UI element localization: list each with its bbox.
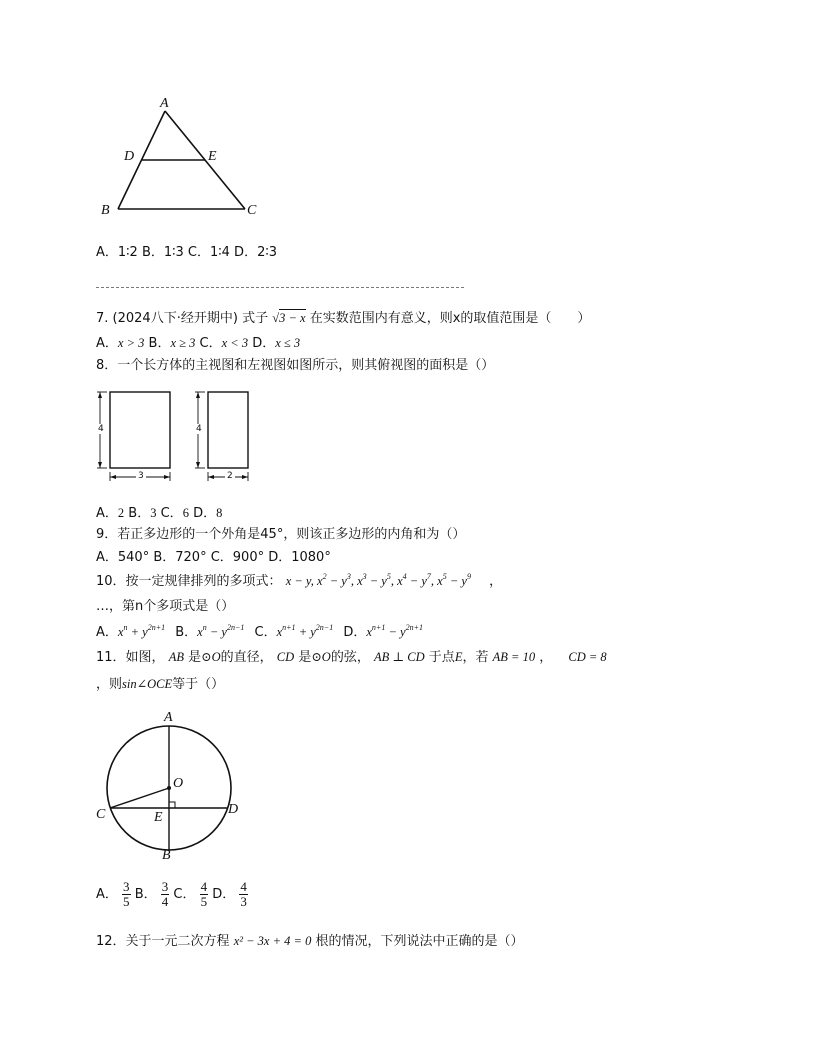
q7-options: A．x > 3 B．x ≥ 3 C．x < 3 D．x ≤ 3 bbox=[96, 336, 301, 351]
q11-option-d: $\frac{4}{3}$ bbox=[240, 879, 247, 909]
q7-option-c: x < 3 bbox=[221, 336, 249, 350]
q7-option-d: x ≤ 3 bbox=[275, 336, 301, 350]
circle-label-a: A bbox=[164, 710, 173, 725]
triangle-figure bbox=[95, 92, 270, 224]
q10-option-a: $x^n + y^{2n+1}$ bbox=[117, 623, 166, 639]
circle-label-c: C bbox=[96, 807, 106, 822]
q10-option-d: $x^{n+1} - y^{2n+1}$ bbox=[366, 623, 423, 639]
q10-sequence: x − y, $x^2 - y^3$, $x^3 - y^5$, $x^4 - y^7$, $x^5 - y^9$ bbox=[285, 572, 471, 588]
q12-equation: x² − 3x + 4 = 0 bbox=[233, 934, 312, 948]
front-height-label: 4 bbox=[98, 424, 104, 434]
q11-option-c: $\frac{4}{5}$ bbox=[200, 879, 208, 909]
q7-stem bbox=[96, 307, 590, 326]
label-b: B bbox=[101, 203, 110, 218]
q10-option-b: $x^n - y^{2n-1}$ bbox=[197, 623, 245, 639]
q8-option-d: 8 bbox=[216, 506, 223, 520]
q6-options: A．1∶2 B．1∶3 C．1∶4 D．2∶3 bbox=[96, 245, 277, 260]
label-d: D bbox=[124, 149, 135, 164]
q10-options: A．$x^n + y^{2n+1}$ B．$x^n - y^{2n-1}$ C．$x^{n+1} + y^{2n-1}$ D．$x^{n+1} - y^{2n+1}$ bbox=[96, 623, 423, 640]
front-width-label: 3 bbox=[138, 471, 144, 481]
q8-options: A．2 B．3 C．6 D．8 bbox=[96, 506, 223, 521]
q7-text-after: 在实数范围内有意义，则x的取值范围是（ ） bbox=[309, 311, 591, 326]
circle-label-b: B bbox=[162, 848, 171, 863]
q9-options: A．540° B．720° C．900° D．1080° bbox=[96, 550, 331, 565]
section-divider bbox=[96, 287, 464, 288]
q7-option-a: x > 3 bbox=[117, 336, 145, 350]
q10-line2: …，第n个多项式是（） bbox=[96, 599, 235, 614]
label-c: C bbox=[247, 203, 257, 218]
q8-stem: 8．一个长方体的主视图和左视图如图所示，则其俯视图的面积是（） bbox=[96, 358, 495, 373]
q11-line2: ，则sin∠OCE等于（） bbox=[96, 677, 225, 692]
q8-option-c: 6 bbox=[182, 506, 189, 520]
q7-sqrt: √3 − x bbox=[272, 311, 306, 325]
q7-source: (2024八下·经开期中) bbox=[112, 311, 238, 326]
q8-option-a: 2 bbox=[117, 506, 125, 520]
circle-label-o: O bbox=[173, 776, 184, 791]
circle-label-d: D bbox=[228, 802, 239, 817]
label-e: E bbox=[208, 149, 217, 164]
q11-option-b: $\frac{3}{4}$ bbox=[161, 879, 169, 909]
q11-sin-expr: sin∠OCE bbox=[122, 677, 173, 691]
q8-option-b: 3 bbox=[150, 506, 157, 520]
label-a: A bbox=[160, 96, 169, 111]
q11-stem: 11．如图， AB 是⊙O的直径， CD 是⊙O的弦， AB ⊥ CD 于点E，若 AB = 10 ， CD = 8 bbox=[96, 650, 607, 665]
side-height-label: 4 bbox=[196, 424, 202, 434]
q10-option-c: $x^{n+1} + y^{2n-1}$ bbox=[276, 623, 334, 639]
q7-number: 7. bbox=[96, 311, 109, 326]
q9-stem: 9．若正多边形的一个外角是45°，则该正多边形的内角和为（） bbox=[96, 527, 466, 542]
circle-label-e: E bbox=[154, 810, 163, 825]
q7-option-b: x ≥ 3 bbox=[170, 336, 196, 350]
q11-option-a: $\frac{3}{5}$ bbox=[123, 879, 130, 909]
q11-options: A． $\frac{3}{5}$ B． $\frac{3}{4}$ C． $\frac{4}{5}$ D． $\frac{4}{3}$ bbox=[96, 879, 247, 909]
q12-stem: 12．关于一元二次方程 x² − 3x + 4 = 0 根的情况，下列说法中正确的是（） bbox=[96, 934, 524, 949]
side-width-label: 2 bbox=[227, 471, 233, 481]
q10-stem: 10．按一定规律排列的多项式： x − y, $x^2 - y^3$, $x^3 - y^5$, $x^4 - y^7$, $x^5 - y^9$ ， bbox=[96, 572, 503, 589]
q7-text-before: 式子 bbox=[242, 311, 269, 326]
